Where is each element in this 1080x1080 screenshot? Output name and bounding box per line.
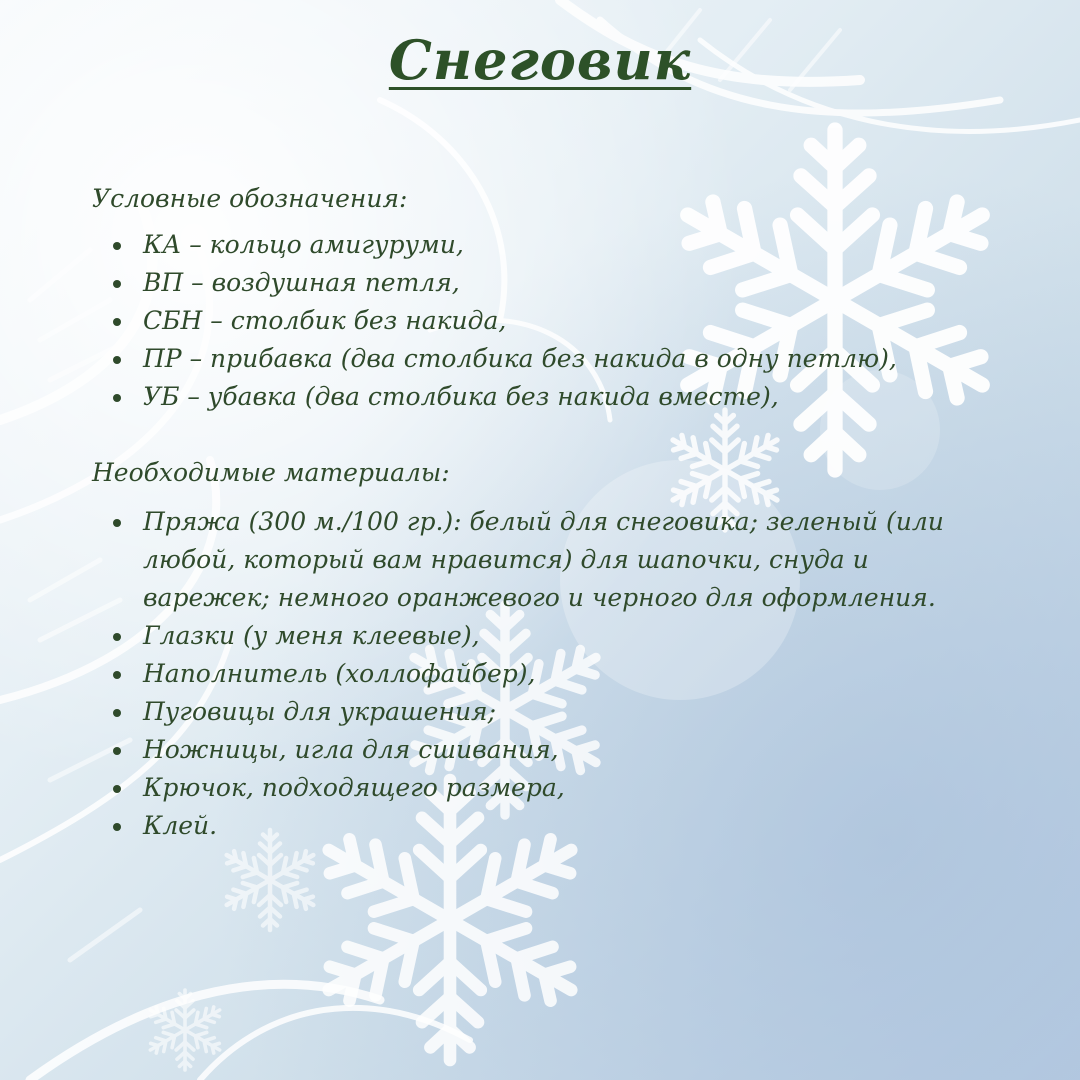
list-item: УБ – убавка (два столбика без накида вместе), [110,378,1050,416]
list-item: ПР – прибавка (два столбика без накида в одну петлю), [110,340,1050,378]
list-item: КА – кольцо амигуруми, [110,226,1050,264]
list-item: Клей. [110,807,960,845]
materials-heading: Необходимые материалы: [92,458,450,487]
legend-list [110,226,1050,416]
list-item: Глазки (у меня клеевые), [110,617,960,655]
list-item: Пуговицы для украшения; [110,693,960,731]
list-item: Наполнитель (холлофайбер), [110,655,960,693]
list-item: Пряжа (300 м./100 гр.): белый для снеговика; зеленый (или любой, который вам нравится) для шапочки, снуда и варежек; немного оранжевого и черного для оформления. [110,503,960,617]
legend-heading: Условные обозначения: [92,184,408,213]
materials-list [110,503,960,845]
list-item: Крючок, подходящего размера, [110,769,960,807]
list-item: СБН – столбик без накида, [110,302,1050,340]
list-item: ВП – воздушная петля, [110,264,1050,302]
page-title: Снеговик [388,28,692,92]
list-item: Ножницы, игла для сшивания, [110,731,960,769]
